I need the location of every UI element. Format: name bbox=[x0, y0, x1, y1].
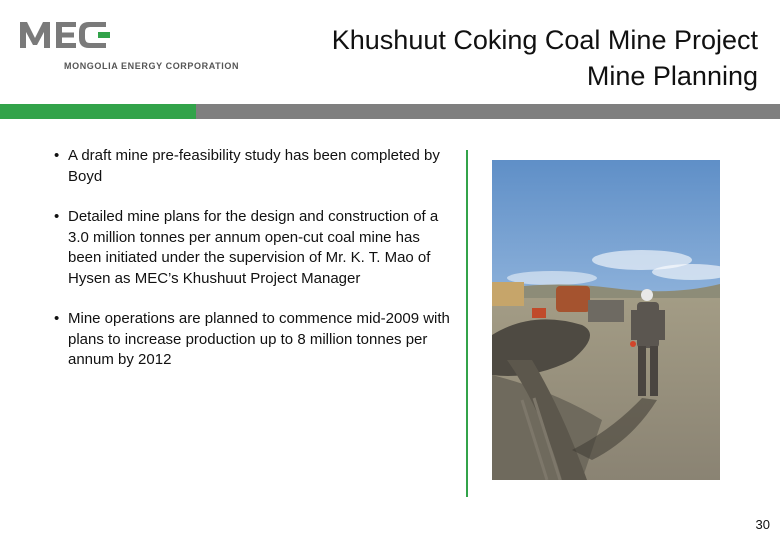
title-line-2: Mine Planning bbox=[586, 61, 758, 91]
vertical-divider bbox=[466, 150, 468, 497]
bullet-item: • A draft mine pre-feasibility study has been completed by Boyd bbox=[52, 146, 454, 187]
header-bar-green bbox=[0, 104, 196, 119]
bullet-item: • Detailed mine plans for the design and construction of a 3.0 million tonnes per annum open-cut coal mine has been initiated under the supervision of Mr. K. T. Mao of Hysen as MEC’s Khushuut Project Manager bbox=[52, 207, 454, 289]
slide-title bbox=[258, 22, 758, 94]
mine-site-photo bbox=[492, 160, 720, 480]
logo-subtitle: MONGOLIA ENERGY CORPORATION bbox=[64, 61, 240, 71]
title-line-1: Khushuut Coking Coal Mine Project bbox=[331, 25, 758, 55]
bullet-item: • Mine operations are planned to commence mid-2009 with plans to increase production up to 8 million tonnes per annum by 2012 bbox=[52, 309, 454, 371]
bullet-list bbox=[52, 146, 454, 391]
page-number: 30 bbox=[755, 517, 770, 532]
header-bar-gray bbox=[196, 104, 780, 119]
